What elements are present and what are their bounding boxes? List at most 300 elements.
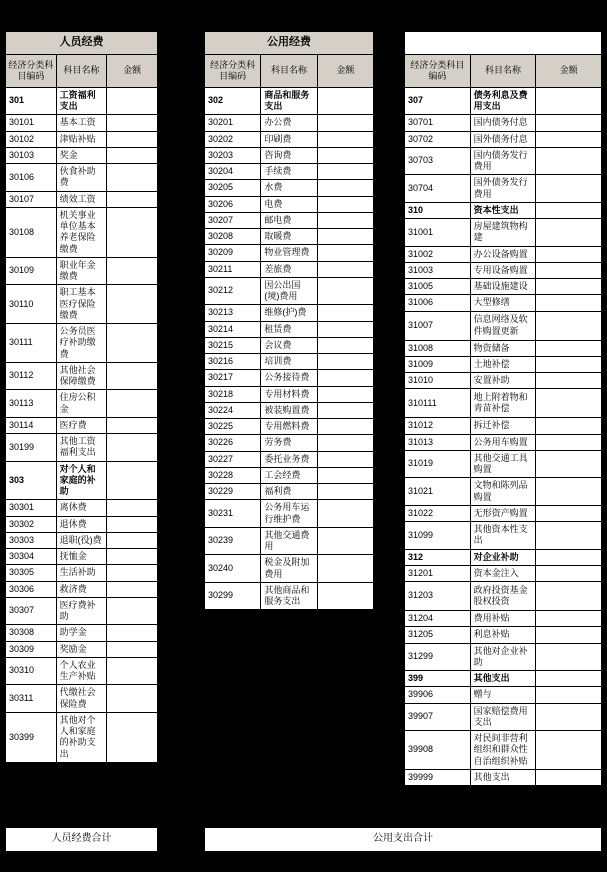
row-code: 30227: [205, 451, 261, 467]
table-row: [405, 505, 602, 521]
row-name: 对企业补助: [470, 549, 536, 565]
table-row: [405, 478, 602, 506]
header-name: 科目名称: [56, 54, 107, 87]
personnel-column-header: [6, 54, 158, 87]
row-amount: [536, 505, 602, 521]
row-code: 31021: [405, 478, 471, 506]
row-amount: [107, 147, 158, 163]
row-name: 抚恤金: [56, 549, 107, 565]
row-name: 公务接待费: [261, 370, 317, 386]
row-code: 30113: [6, 390, 57, 418]
table-row: [405, 389, 602, 418]
row-name: 福利费: [261, 484, 317, 500]
row-code: 39999: [405, 769, 471, 785]
row-name: 国外债务付息: [470, 131, 536, 147]
table-row: [205, 277, 374, 305]
row-code: 30303: [6, 532, 57, 548]
row-code: 31006: [405, 295, 471, 311]
row-name: 其他商品和服务支出: [261, 582, 317, 610]
row-amount: [536, 522, 602, 550]
row-name: 被装购置费: [261, 402, 317, 418]
row-code: 30299: [205, 582, 261, 610]
row-code: 30110: [6, 285, 57, 324]
personnel-expense-table-wrapper: [4, 30, 159, 764]
row-name: 取暖费: [261, 229, 317, 245]
row-amount: [317, 337, 373, 353]
row-name: 赠与: [470, 687, 536, 703]
row-amount: [536, 311, 602, 340]
row-name: 职工基本医疗保险缴费: [56, 285, 107, 324]
row-name: 培训费: [261, 354, 317, 370]
row-name: 商品和服务支出: [261, 87, 317, 115]
row-code: 312: [405, 549, 471, 565]
personnel-group-header: [6, 32, 158, 55]
row-amount: [536, 627, 602, 643]
row-amount: [536, 418, 602, 434]
table-row: [405, 522, 602, 550]
row-amount: [536, 671, 602, 687]
row-amount: [536, 687, 602, 703]
table-row: [405, 147, 602, 175]
table-row: [405, 450, 602, 478]
row-amount: [536, 175, 602, 203]
public-group-title: 公用经费: [205, 32, 374, 55]
personnel-total-wrapper: [4, 826, 159, 853]
row-code: 39908: [405, 731, 471, 770]
row-name: 物业管理费: [261, 245, 317, 261]
table-row: [405, 582, 602, 611]
row-name: 生活补助: [56, 565, 107, 581]
row-name: 资本性支出: [470, 202, 536, 218]
table-row: [405, 643, 602, 671]
row-name: 国内债务发行费用: [470, 147, 536, 175]
table-row: [6, 685, 158, 713]
row-amount: [317, 147, 373, 163]
row-code: 30102: [6, 131, 57, 147]
row-code: 30239: [205, 527, 261, 555]
row-name: 专用材料费: [261, 386, 317, 402]
row-name: 利息补贴: [470, 627, 536, 643]
row-amount: [107, 712, 158, 762]
row-name: 劳务费: [261, 435, 317, 451]
row-code: 30202: [205, 131, 261, 147]
row-name: 公务用车购置: [470, 434, 536, 450]
table-row: [205, 147, 374, 163]
table-row: [6, 532, 158, 548]
row-amount: [107, 362, 158, 390]
row-amount: [536, 434, 602, 450]
table-row: [405, 731, 602, 770]
table-row: [205, 527, 374, 555]
row-code: 30209: [205, 245, 261, 261]
row-code: 30307: [6, 597, 57, 625]
table-row: [205, 435, 374, 451]
row-amount: [317, 196, 373, 212]
row-amount: [317, 245, 373, 261]
table-row: [405, 131, 602, 147]
row-amount: [107, 87, 158, 115]
header-code: 经济分类科目编码: [405, 54, 471, 87]
row-code: 30224: [205, 402, 261, 418]
table-row: [405, 87, 602, 115]
table-row: [405, 565, 602, 581]
row-code: 30240: [205, 555, 261, 583]
row-name: 医疗费: [56, 417, 107, 433]
row-name: 个人农业生产补贴: [56, 657, 107, 685]
row-name: 住房公积金: [56, 390, 107, 418]
row-code: 303: [6, 461, 57, 500]
row-name: 退职(役)费: [56, 532, 107, 548]
row-amount: [107, 565, 158, 581]
table-row: [405, 202, 602, 218]
row-amount: [536, 147, 602, 175]
row-code: 30305: [6, 565, 57, 581]
public-group-header-2: [405, 32, 602, 55]
table-row: [6, 625, 158, 641]
row-code: 31019: [405, 450, 471, 478]
row-amount: [317, 321, 373, 337]
row-amount: [536, 202, 602, 218]
row-amount: [107, 549, 158, 565]
table-row: [205, 164, 374, 180]
row-name: 咨询费: [261, 147, 317, 163]
row-name: 工资福利支出: [56, 87, 107, 115]
table-row: [405, 703, 602, 731]
table-row: [6, 362, 158, 390]
row-name: 其他社会保障缴费: [56, 362, 107, 390]
row-code: 31007: [405, 311, 471, 340]
row-code: 39907: [405, 703, 471, 731]
table-row: [205, 555, 374, 583]
row-name: 离休费: [56, 500, 107, 516]
row-amount: [317, 277, 373, 305]
row-code: 31204: [405, 611, 471, 627]
row-name: 邮电费: [261, 212, 317, 228]
row-amount: [536, 373, 602, 389]
table-row: [6, 115, 158, 131]
row-name: 印刷费: [261, 131, 317, 147]
table-row: [6, 390, 158, 418]
row-name: 工会经费: [261, 467, 317, 483]
row-name: 拆迁补偿: [470, 418, 536, 434]
row-code: 31008: [405, 340, 471, 356]
row-code: 30107: [6, 191, 57, 207]
table-row: [205, 370, 374, 386]
table-row: [405, 549, 602, 565]
row-code: 30308: [6, 625, 57, 641]
table-row: [205, 131, 374, 147]
row-amount: [317, 370, 373, 386]
row-name: 地上附着物和青苗补偿: [470, 389, 536, 418]
table-row: [405, 434, 602, 450]
row-amount: [536, 279, 602, 295]
row-amount: [317, 261, 373, 277]
row-amount: [107, 685, 158, 713]
row-name: 无形资产购置: [470, 505, 536, 521]
table-row: [405, 671, 602, 687]
row-amount: [317, 305, 373, 321]
row-name: 对个人和家庭的补助: [56, 461, 107, 500]
row-name: 维修(护)费: [261, 305, 317, 321]
table-row: [6, 597, 158, 625]
personnel-total-label: 人员经费合计: [6, 828, 158, 852]
row-name: 专用燃料费: [261, 419, 317, 435]
row-name: 退休费: [56, 516, 107, 532]
row-amount: [317, 354, 373, 370]
row-amount: [317, 451, 373, 467]
row-code: 31009: [405, 356, 471, 372]
row-name: 公务员医疗补助缴费: [56, 324, 107, 363]
row-code: 31203: [405, 582, 471, 611]
table-row: [405, 175, 602, 203]
header-amount: 金额: [536, 54, 602, 87]
row-code: 302: [205, 87, 261, 115]
row-name: 委托业务费: [261, 451, 317, 467]
row-name: 会议费: [261, 337, 317, 353]
table-row: [6, 417, 158, 433]
row-code: 399: [405, 671, 471, 687]
row-amount: [536, 611, 602, 627]
row-code: 31201: [405, 565, 471, 581]
table-row: [405, 115, 602, 131]
row-name: 机关事业单位基本养老保险缴费: [56, 207, 107, 257]
table-row: [205, 451, 374, 467]
row-code: 307: [405, 87, 471, 115]
public-column-header-2: [405, 54, 602, 87]
public-column-header: [205, 54, 374, 87]
row-name: 安置补助: [470, 373, 536, 389]
row-code: 30199: [6, 434, 57, 462]
row-name: 奖励金: [56, 641, 107, 657]
row-amount: [317, 180, 373, 196]
table-row: [405, 627, 602, 643]
row-code: 30701: [405, 115, 471, 131]
row-code: 30204: [205, 164, 261, 180]
row-amount: [107, 417, 158, 433]
row-amount: [107, 115, 158, 131]
row-code: 30229: [205, 484, 261, 500]
table-row: [405, 295, 602, 311]
public-expense-table-wrapper-2: [403, 30, 603, 787]
table-row: [6, 207, 158, 257]
row-amount: [107, 131, 158, 147]
row-name: 基础设施建设: [470, 279, 536, 295]
header-name: 科目名称: [261, 54, 317, 87]
row-code: 30704: [405, 175, 471, 203]
row-name: 公务用车运行维护费: [261, 500, 317, 528]
row-amount: [107, 191, 158, 207]
row-amount: [317, 164, 373, 180]
row-code: 30217: [205, 370, 261, 386]
table-row: [405, 340, 602, 356]
row-code: 31013: [405, 434, 471, 450]
row-code: 30106: [6, 164, 57, 192]
table-row: [205, 261, 374, 277]
row-amount: [317, 229, 373, 245]
row-code: 30226: [205, 435, 261, 451]
row-code: 31005: [405, 279, 471, 295]
row-amount: [107, 461, 158, 500]
table-row: [205, 87, 374, 115]
table-row: [6, 147, 158, 163]
table-row: [205, 229, 374, 245]
row-name: 其他支出: [470, 769, 536, 785]
row-code: 30218: [205, 386, 261, 402]
row-name: 基本工资: [56, 115, 107, 131]
header-name: 科目名称: [470, 54, 536, 87]
row-name: 费用补贴: [470, 611, 536, 627]
row-code: 31003: [405, 262, 471, 278]
table-row: [205, 196, 374, 212]
row-code: 31099: [405, 522, 471, 550]
row-amount: [317, 435, 373, 451]
row-name: 救济费: [56, 581, 107, 597]
row-name: 其他工资福利支出: [56, 434, 107, 462]
table-row: [205, 321, 374, 337]
table-row: [405, 611, 602, 627]
row-code: 31205: [405, 627, 471, 643]
row-amount: [536, 478, 602, 506]
table-row: [6, 257, 158, 285]
row-name: 其他对个人和家庭的补助支出: [56, 712, 107, 762]
row-code: 30112: [6, 362, 57, 390]
public-expense-table-left: [204, 31, 374, 610]
table-row: [6, 500, 158, 516]
row-name: 办公费: [261, 115, 317, 131]
table-row: [6, 434, 158, 462]
row-name: 国内债务付息: [470, 115, 536, 131]
table-row: [205, 467, 374, 483]
table-row: [405, 769, 602, 785]
row-amount: [536, 549, 602, 565]
row-amount: [107, 207, 158, 257]
table-row: [405, 279, 602, 295]
row-code: 30109: [6, 257, 57, 285]
table-row: [405, 311, 602, 340]
row-amount: [107, 500, 158, 516]
row-code: 30206: [205, 196, 261, 212]
table-row: [6, 581, 158, 597]
row-amount: [536, 115, 602, 131]
row-code: 31010: [405, 373, 471, 389]
row-code: 30201: [205, 115, 261, 131]
row-name: 办公设备购置: [470, 246, 536, 262]
row-name: 其他交通工具购置: [470, 450, 536, 478]
row-amount: [317, 87, 373, 115]
table-row: [405, 373, 602, 389]
row-amount: [536, 87, 602, 115]
row-name: 绩效工资: [56, 191, 107, 207]
row-code: 30101: [6, 115, 57, 131]
table-row: [205, 354, 374, 370]
row-amount: [317, 386, 373, 402]
table-row: [6, 191, 158, 207]
row-code: 39906: [405, 687, 471, 703]
row-name: 医疗费补助: [56, 597, 107, 625]
table-row: [405, 262, 602, 278]
row-amount: [317, 527, 373, 555]
row-amount: [536, 131, 602, 147]
row-name: 奖金: [56, 147, 107, 163]
row-code: 30208: [205, 229, 261, 245]
row-amount: [107, 532, 158, 548]
table-row: [6, 565, 158, 581]
row-name: 房屋建筑物构建: [470, 219, 536, 247]
personnel-group-title: 人员经费: [6, 32, 158, 55]
row-amount: [536, 356, 602, 372]
header-code: 经济分类科目编码: [205, 54, 261, 87]
table-row: [6, 657, 158, 685]
public-expense-table-right: [404, 31, 602, 786]
row-name: 资本金注入: [470, 565, 536, 581]
row-amount: [317, 419, 373, 435]
table-row: [205, 419, 374, 435]
row-code: 30211: [205, 261, 261, 277]
table-row: [6, 324, 158, 363]
row-amount: [536, 582, 602, 611]
header-amount: 金额: [317, 54, 373, 87]
table-row: [205, 582, 374, 610]
table-row: [205, 212, 374, 228]
row-name: 伙食补助费: [56, 164, 107, 192]
table-row: [405, 219, 602, 247]
row-amount: [107, 516, 158, 532]
row-code: 30216: [205, 354, 261, 370]
row-name: 助学金: [56, 625, 107, 641]
row-amount: [536, 643, 602, 671]
row-amount: [536, 731, 602, 770]
row-amount: [536, 450, 602, 478]
row-amount: [536, 769, 602, 785]
table-row: [6, 87, 158, 115]
row-name: 其他资本性支出: [470, 522, 536, 550]
table-row: [6, 131, 158, 147]
row-code: 30203: [205, 147, 261, 163]
row-name: 债务利息及费用支出: [470, 87, 536, 115]
row-amount: [317, 582, 373, 610]
row-name: 租赁费: [261, 321, 317, 337]
row-code: 30215: [205, 337, 261, 353]
row-name: 大型修缮: [470, 295, 536, 311]
row-amount: [107, 434, 158, 462]
row-name: 税金及附加费用: [261, 555, 317, 583]
row-amount: [536, 219, 602, 247]
row-amount: [107, 641, 158, 657]
row-code: 30311: [6, 685, 57, 713]
row-code: 30228: [205, 467, 261, 483]
row-amount: [107, 390, 158, 418]
row-code: 30301: [6, 500, 57, 516]
row-name: 其他对企业补助: [470, 643, 536, 671]
table-row: [405, 418, 602, 434]
row-code: 30213: [205, 305, 261, 321]
table-row: [405, 246, 602, 262]
table-row: [6, 164, 158, 192]
row-code: 30207: [205, 212, 261, 228]
row-name: 其他支出: [470, 671, 536, 687]
row-code: 30114: [6, 417, 57, 433]
row-name: 水费: [261, 180, 317, 196]
table-row: [205, 180, 374, 196]
row-name: 土地补偿: [470, 356, 536, 372]
row-name: 电费: [261, 196, 317, 212]
row-name: 专用设备购置: [470, 262, 536, 278]
row-code: 30306: [6, 581, 57, 597]
table-row: [6, 712, 158, 762]
row-amount: [107, 257, 158, 285]
table-row: [205, 386, 374, 402]
table-row: [205, 305, 374, 321]
